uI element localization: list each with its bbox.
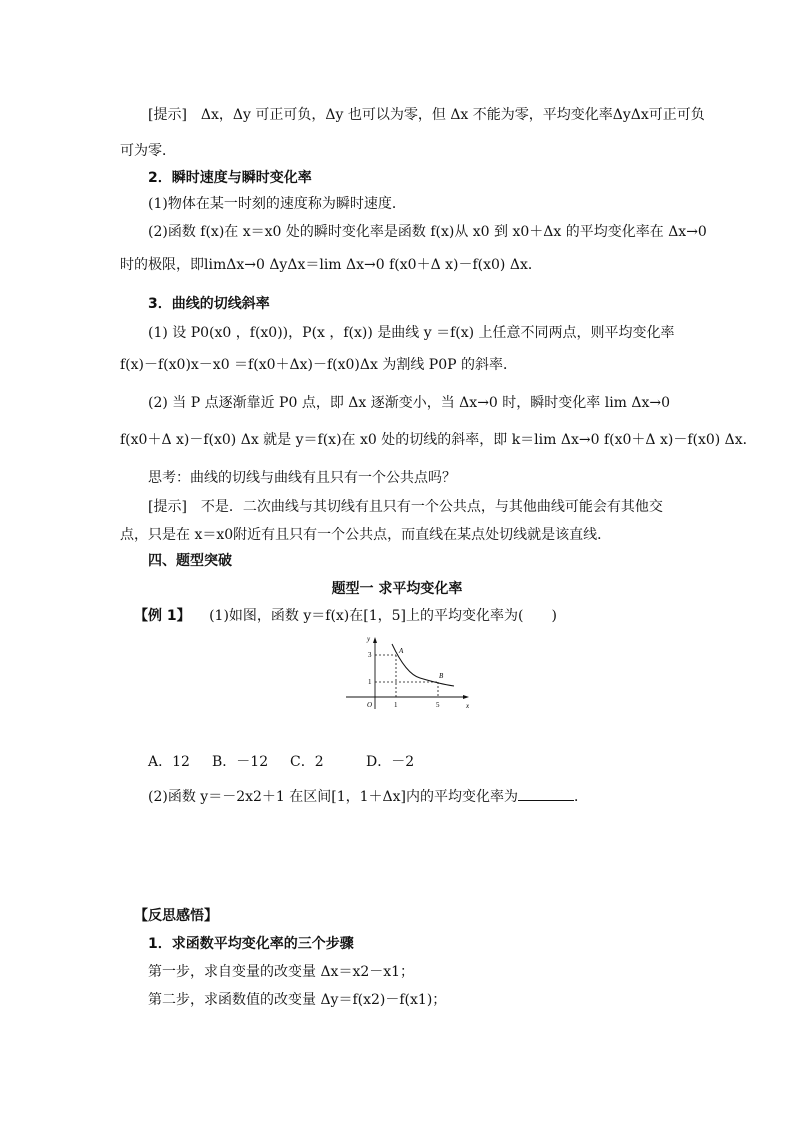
section-3-item-1-line-1: (1) 设 P0(x0 ，f(x0))，P(x ，f(x)) 是曲线 y ＝f(x) 上任意不同两点，则平均变化率 <box>148 325 675 341</box>
option-c: C．2 <box>290 754 324 770</box>
origin-label: O <box>367 701 373 709</box>
section-2-item-1: (1)物体在某一时刻的速度称为瞬时速度． <box>148 196 406 212</box>
answer-blank <box>518 786 574 801</box>
section-2-heading: 2．瞬时速度与瞬时变化率 <box>148 170 312 186</box>
y-axis-arrow <box>373 637 377 643</box>
section-2-item-2-line-1: (2)函数 f(x)在 x＝x0 处的瞬时变化率是函数 f(x)从 x0 到 x0＋Δx 的平均变化率在 Δx→0 <box>148 224 707 240</box>
x-tick-5: 5 <box>436 701 440 709</box>
point-a-label: A <box>399 647 404 655</box>
reflection-heading: 【反思感悟】 <box>134 908 218 924</box>
section-2-item-2-line-2: 时的极限，即limΔx→0 ΔyΔx＝lim Δx→0 f(x0＋Δ x)－f(x0) Δx． <box>120 257 542 273</box>
think-question: 思考：曲线的切线与曲线有且只有一个公共点吗？ <box>148 470 456 486</box>
function-graph <box>340 634 472 712</box>
hint-line-1: [提示] Δx，Δy 可正可负，Δy 也可以为零，但 Δx 不能为零，平均变化率ΔyΔx可正可负 <box>148 107 705 123</box>
reflection-step-1: 第一步，求自变量的改变量 Δx＝x2－x1； <box>148 964 415 980</box>
x-axis-label: x <box>466 702 470 710</box>
option-a: A．12 <box>148 754 190 770</box>
reflection-step-2: 第二步，求函数值的改变量 Δy＝f(x2)－f(x1)； <box>148 992 447 1008</box>
example-1-question-1 <box>134 606 557 626</box>
reflection-subheading: 1．求函数平均变化率的三个步骤 <box>148 936 354 952</box>
y-tick-3: 3 <box>368 651 372 659</box>
section-4-heading: 四、题型突破 <box>148 553 232 569</box>
option-d: D．－2 <box>366 754 415 770</box>
example-1-label: 【例 1】 <box>134 608 191 624</box>
section-3-item-1-line-2: f(x)－f(x0)x－x0 ＝f(x0＋Δx)－f(x0)Δx 为割线 P0P 的斜率． <box>120 357 517 373</box>
example-1-question-2 <box>148 786 588 807</box>
example-1-q2-text: (2)函数 y＝－2x2＋1 在区间[1，1＋Δx]内的平均变化率为 <box>148 789 519 805</box>
option-b: B．－12 <box>212 754 269 770</box>
y-axis-label: y <box>367 635 371 643</box>
section-3-item-2-line-1: (2) 当 P 点逐渐靠近 P0 点，即 Δx 逐渐变小，当 Δx→0 时，瞬时变化率 lim Δx→0 <box>148 395 671 411</box>
x-axis-arrow <box>463 695 469 699</box>
y-tick-1: 1 <box>368 678 372 686</box>
think-answer-line-2: 点，只是在 x＝x0附近有且只有一个公共点，而直线在某点处切线就是该直线． <box>120 527 612 543</box>
section-3-heading: 3．曲线的切线斜率 <box>148 296 270 312</box>
point-b-label: B <box>439 672 444 680</box>
type-1-title: 题型一 求平均变化率 <box>331 581 463 597</box>
example-1-q1-text: (1)如图，函数 y＝f(x)在[1，5]上的平均变化率为( ) <box>209 608 557 624</box>
hint-line-2: 可为零． <box>120 143 176 159</box>
section-3-item-2-line-2: f(x0＋Δ x)－f(x0) Δx 就是 y＝f(x)在 x0 处的切线的斜率，即 k＝lim Δx→0 f(x0＋Δ x)－f(x0) Δx． <box>120 432 757 448</box>
think-answer-line-1: [提示] 不是．二次曲线与其切线有且只有一个公共点，与其他曲线可能会有其他交 <box>148 499 663 515</box>
example-1-q2-end: ． <box>574 789 589 805</box>
x-tick-1: 1 <box>394 701 398 709</box>
